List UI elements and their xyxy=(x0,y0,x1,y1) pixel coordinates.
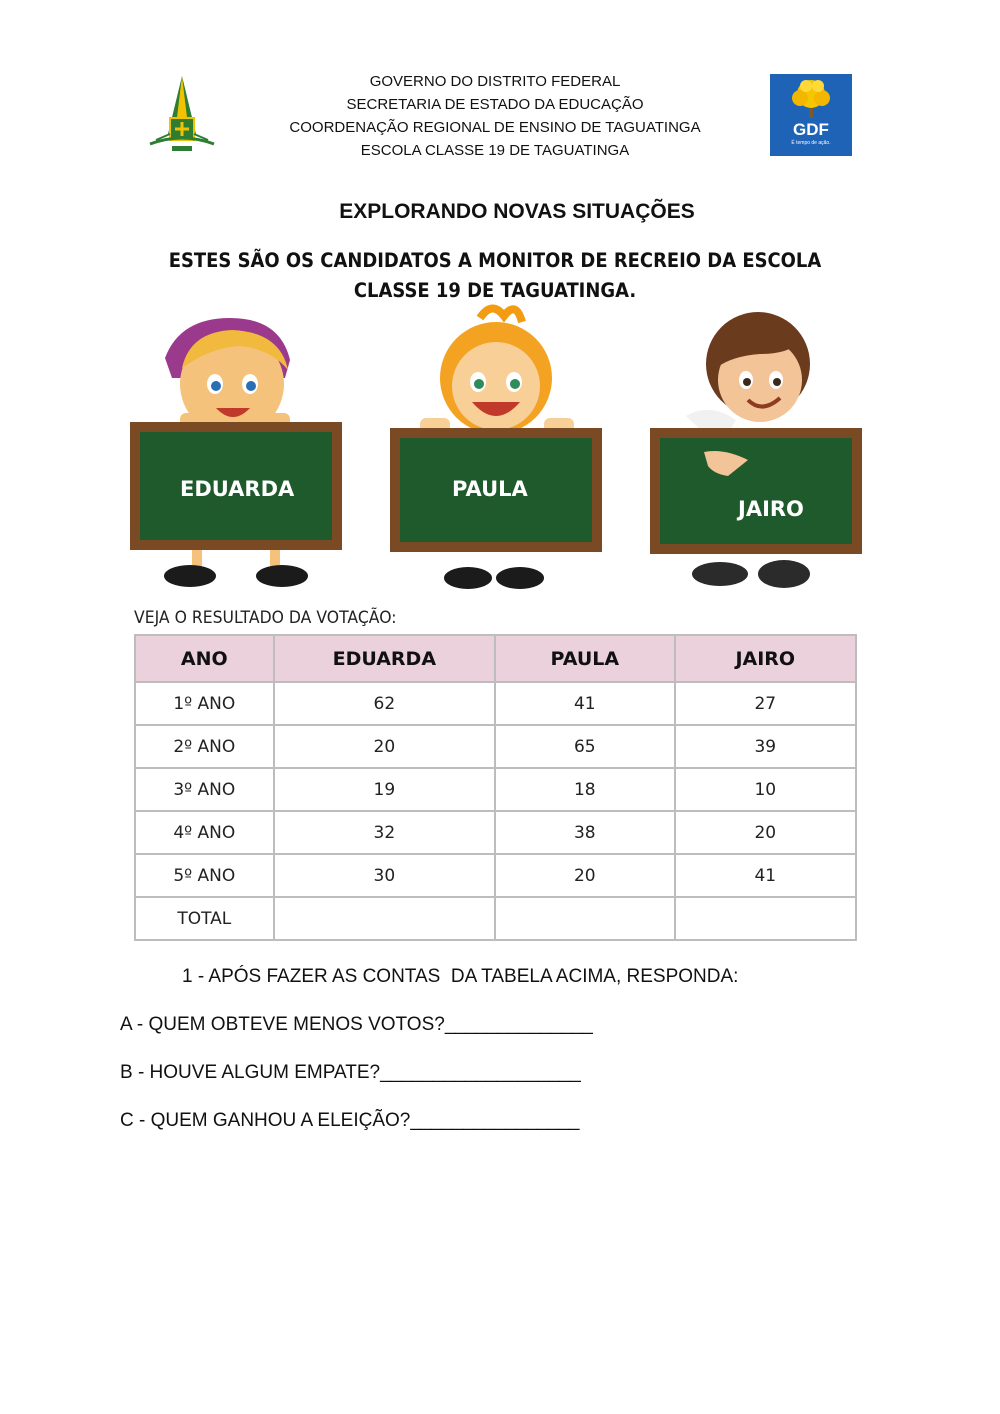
table-row xyxy=(135,768,856,811)
candidate-name: EDUARDA xyxy=(180,477,295,501)
column-header: ANO xyxy=(135,635,274,682)
column-header: EDUARDA xyxy=(274,635,495,682)
vote-cell: 20 xyxy=(675,811,856,854)
header-line: COORDENAÇÃO REGIONAL DE ENSINO DE TAGUATINGA xyxy=(289,119,701,136)
vote-cell: 65 xyxy=(495,725,674,768)
vote-cell: 32 xyxy=(274,811,495,854)
question-b[interactable]: B - HOUVE ALGUM EMPATE?___________________ xyxy=(120,1062,581,1083)
year-cell: 2º ANO xyxy=(135,725,274,768)
year-cell: 5º ANO xyxy=(135,854,274,897)
subtitle xyxy=(150,246,840,306)
total-label: TOTAL xyxy=(135,897,274,940)
candidate-name: JAIRO xyxy=(738,497,804,521)
total-row xyxy=(135,897,856,940)
gdf-logo xyxy=(770,74,852,156)
header-text xyxy=(200,70,790,162)
question-a[interactable]: A - QUEM OBTEVE MENOS VOTOS?______________ xyxy=(120,1014,593,1035)
question-c[interactable]: C - QUEM GANHOU A ELEIÇÃO?________________ xyxy=(120,1110,580,1131)
vote-cell: 27 xyxy=(675,682,856,725)
page-title: EXPLORANDO NOVAS SITUAÇÕES xyxy=(339,200,695,223)
tree-icon xyxy=(770,74,852,122)
table-row xyxy=(135,854,856,897)
vote-cell: 38 xyxy=(495,811,674,854)
header-line: ESCOLA CLASSE 19 DE TAGUATINGA xyxy=(360,142,630,159)
table-header-row xyxy=(135,635,856,682)
vote-cell: 10 xyxy=(675,768,856,811)
candidate-name: PAULA xyxy=(452,477,528,501)
vote-cell: 18 xyxy=(495,768,674,811)
vote-cell: 41 xyxy=(495,682,674,725)
vote-cell: 39 xyxy=(675,725,856,768)
year-cell: 4º ANO xyxy=(135,811,274,854)
subtitle-line: CLASSE 19 DE TAGUATINGA. xyxy=(353,279,637,302)
vote-cell: 30 xyxy=(274,854,495,897)
candidates-illustration xyxy=(120,298,870,604)
child-jairo xyxy=(650,312,862,588)
table-row xyxy=(135,725,856,768)
total-cell-jairo[interactable] xyxy=(675,897,856,940)
gdf-text: GDF xyxy=(793,120,829,139)
child-paula xyxy=(390,308,602,589)
vote-cell: 19 xyxy=(274,768,495,811)
column-header: JAIRO xyxy=(675,635,856,682)
year-cell: 1º ANO xyxy=(135,682,274,725)
subtitle-line: ESTES SÃO OS CANDIDATOS A MONITOR DE RECREIO DA ESCOLA xyxy=(168,249,822,272)
vote-cell: 41 xyxy=(675,854,856,897)
votes-table xyxy=(134,634,857,941)
table-row xyxy=(135,811,856,854)
instructions: 1 - APÓS FAZER AS CONTAS DA TABELA ACIMA, RESPONDA: xyxy=(182,966,739,987)
votes-caption: VEJA O RESULTADO DA VOTAÇÃO: xyxy=(134,608,397,628)
vote-cell: 20 xyxy=(495,854,674,897)
header-line: SECRETARIA DE ESTADO DA EDUCAÇÃO xyxy=(346,96,644,113)
child-eduarda xyxy=(130,318,342,587)
vote-cell: 20 xyxy=(274,725,495,768)
table-row xyxy=(135,682,856,725)
gdf-tagline: É tempo de ação. xyxy=(791,140,831,146)
header-line: GOVERNO DO DISTRITO FEDERAL xyxy=(369,73,621,90)
column-header: PAULA xyxy=(495,635,674,682)
total-cell-paula[interactable] xyxy=(495,897,674,940)
year-cell: 3º ANO xyxy=(135,768,274,811)
vote-cell: 62 xyxy=(274,682,495,725)
total-cell-eduarda[interactable] xyxy=(274,897,495,940)
